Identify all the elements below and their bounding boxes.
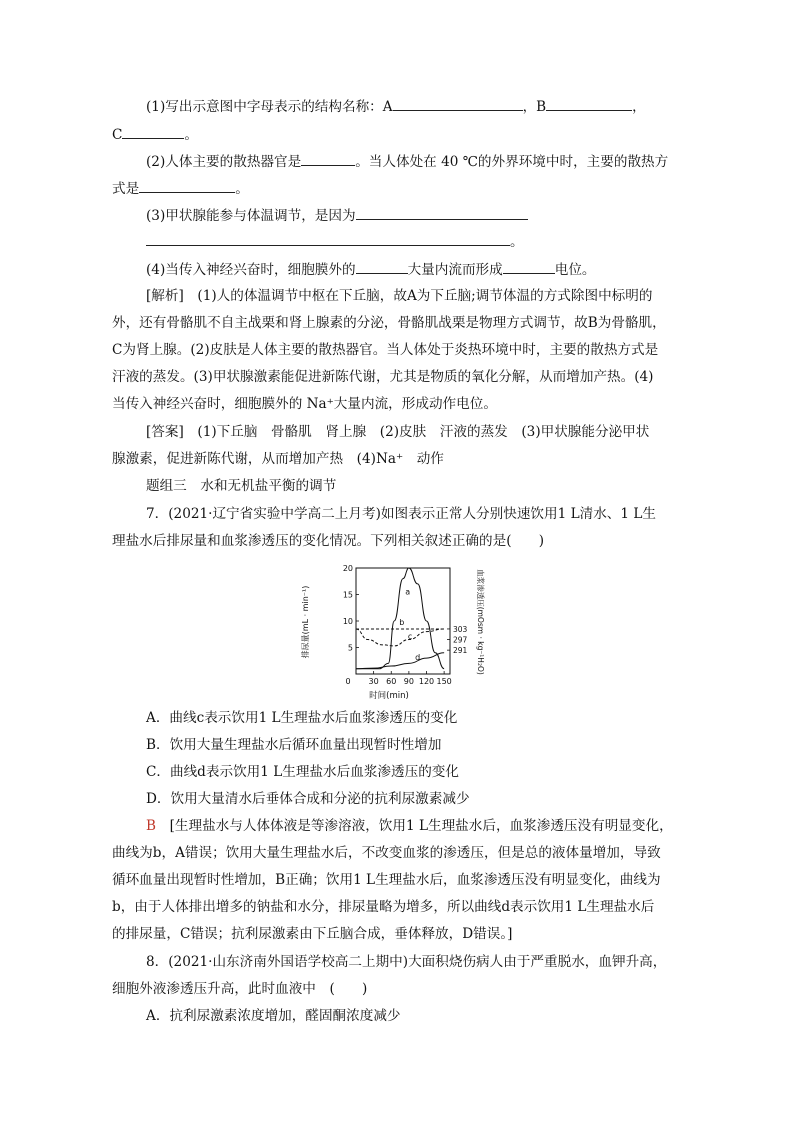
y-axis-left-label: 排尿量(mL · min⁻¹) [301, 585, 310, 659]
q3-blank-a[interactable] [356, 205, 528, 220]
q7-option-b: B．饮用大量生理盐水后循环血量出现暂时性增加 [146, 737, 442, 753]
q3-end: 。 [510, 234, 524, 250]
right-y-tick-label: 291 [453, 646, 468, 656]
series-label-d: d [415, 653, 421, 663]
q7-explain-line: b，由于人体排出增多的钠盐和水分，排尿量略为增多，所以曲线d表示饮用1 L生理盐水后 [112, 899, 655, 915]
q1-text-a: (1)写出示意图中字母表示的结构名称：A [146, 99, 393, 115]
analysis-line: 汗液的蒸发。(3)甲状腺激素能促进新陈代谢，尤其是物质的氧化分解，从而增加产热。(4) [112, 369, 654, 385]
q1-end: 。 [184, 127, 198, 143]
q8-option-a: A．抗利尿激素浓度增加，醛固酮浓度减少 [146, 1008, 401, 1024]
q7-answer-letter: B [146, 818, 156, 834]
y-tick-label: 10 [342, 617, 353, 626]
analysis-line: C为肾上腺。(2)皮肤是人体主要的散热器官。当人体处于炎热环境中时，主要的散热方式是 [112, 342, 659, 358]
q2-text-a: (2)人体主要的散热器官是 [146, 154, 302, 170]
q7-stem-line: 7．(2021·辽宁省实验中学高二上月考)如图表示正常人分别快速饮用1 L清水、1 L生 [146, 506, 656, 522]
right-y-tick-label: 303 [453, 624, 468, 634]
series-line-d [356, 653, 444, 669]
x-tick-label: 120 [418, 677, 435, 686]
q1-blank-b[interactable] [546, 96, 632, 111]
q8-stem-line: 8．(2021·山东济南外国语学校高二上期中)大面积烧伤病人由于严重脱水，血钾升高， [146, 954, 667, 970]
q7-option-c: C．曲线d表示饮用1 L生理盐水后血浆渗透压的变化 [146, 764, 459, 780]
q3-line2 [146, 231, 524, 252]
q2-blank-a[interactable] [301, 151, 355, 166]
q2-line2 [112, 178, 249, 199]
q4-blank-a[interactable] [356, 259, 408, 274]
analysis-line: 外，还有骨骼肌不自主战栗和肾上腺素的分泌，骨骼肌战栗是物理方式调节，故B为骨骼肌， [112, 315, 666, 331]
analysis-line: 当传入神经兴奋时，细胞膜外的 Na⁺大量内流，形成动作电位。 [112, 396, 497, 412]
q7-option-d: D．饮用大量清水后垂体合成和分泌的抗利尿激素减少 [146, 791, 470, 807]
x-tick-label: 30 [368, 677, 379, 686]
q7-explain-line1 [146, 816, 673, 836]
q2-text-c: 式是 [112, 181, 140, 197]
answer-line: [答案] (1)下丘脑 骨骼肌 肾上腺 (2)皮肤 汗液的蒸发 (3)甲状腺能分泌甲状 [146, 424, 650, 440]
q8-stem-line: 细胞外液渗透压升高，此时血液中 ( ) [112, 981, 368, 997]
series-label-b: b [399, 618, 405, 628]
series-label-c: c [407, 632, 413, 642]
q7-explain-line: 循环血量出现暂时性增加，B正确；饮用1 L生理盐水后，血浆渗透压没有明显变化，曲线为 [112, 872, 661, 888]
y-tick-label: 15 [342, 590, 353, 600]
q3-text-a: (3)甲状腺能参与体温调节，是因为 [146, 208, 356, 224]
q4-text-b: 大量内流而形成 [407, 262, 503, 278]
q1-blank-c[interactable] [122, 124, 184, 139]
q7-stem-line: 理盐水后排尿量和血浆渗透压的变化情况。下列相关叙述正确的是( ) [112, 533, 545, 549]
q2-line1 [146, 151, 668, 172]
right-y-tick-label: 297 [453, 635, 468, 645]
q7-explain-line: 的排尿量，C错误；抗利尿激素由下丘脑合成，垂体释放，D错误。] [112, 926, 513, 942]
q1-text-c: C [112, 127, 123, 143]
q7-explain-line: 曲线为b，A错误；饮用大量生理盐水后，不改变血浆的渗透压，但是总的液体量增加，导致 [112, 845, 661, 861]
q7-option-a: A．曲线c表示饮用1 L生理盐水后血浆渗透压的变化 [146, 710, 458, 726]
x-tick-label: 150 [436, 677, 452, 686]
x-tick-label: 90 [403, 677, 414, 686]
q3-line1 [146, 205, 528, 226]
q4-blank-b[interactable] [503, 259, 555, 274]
q3-blank-b[interactable] [146, 231, 510, 246]
x-axis-label: 时间(min) [369, 691, 409, 701]
x-tick-label: 0 [345, 677, 351, 686]
q1-blank-a[interactable] [393, 96, 523, 111]
q1-line1 [146, 96, 646, 117]
y-axis-right-label: 血浆渗透压(mOsm · kg⁻¹H₂O) [476, 569, 485, 675]
q1-text-b: ，B [522, 99, 547, 115]
analysis-line: [解析] (1)人的体温调节中枢在下丘脑，故A为下丘脑;调节体温的方式除图中标明的 [146, 288, 653, 304]
group-title: 题组三 水和无机盐平衡的调节 [146, 478, 337, 494]
q2-text-b: 。当人体处在 40 ℃的外界环境中时，主要的散热方 [355, 154, 669, 170]
q4-text-a: (4)当传入神经兴奋时，细胞膜外的 [146, 262, 356, 278]
q2-blank-c[interactable] [139, 178, 235, 193]
y-tick-label: 5 [347, 643, 353, 653]
urine-osmolarity-chart [300, 560, 485, 701]
q4-text-c: 电位。 [554, 262, 596, 278]
y-tick-label: 20 [342, 564, 353, 573]
q1-comma: ， [632, 99, 646, 115]
q7-explain-text: [生理盐水与人体体液是等渗溶液，饮用1 L生理盐水后，血浆渗透压没有明显变化， [169, 818, 673, 834]
q1-line2 [112, 124, 198, 145]
x-tick-label: 60 [386, 677, 397, 686]
q2-end: 。 [235, 181, 249, 197]
answer-line: 腺激素，促进新陈代谢，从而增加产热 (4)Na⁺ 动作 [112, 451, 444, 467]
series-label-a: a [405, 587, 411, 597]
q4-line [146, 259, 596, 280]
